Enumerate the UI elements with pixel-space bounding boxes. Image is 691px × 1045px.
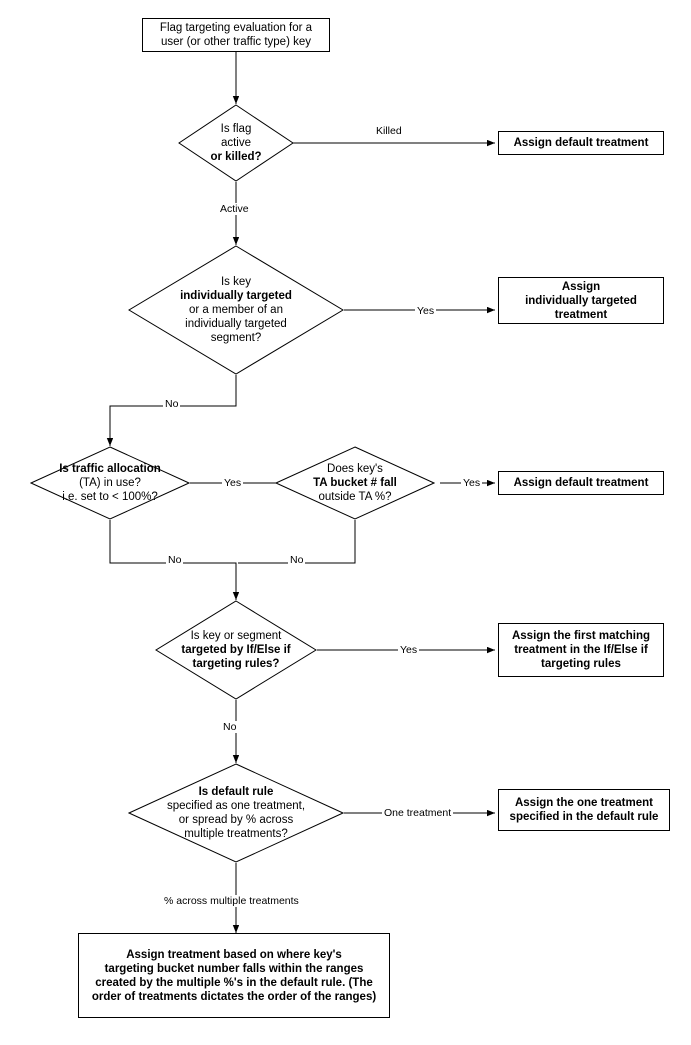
node-is-traffic-allocation-in-use-label: Is traffic allocation (TA) in use? i.e. set to < 100%? — [59, 463, 161, 503]
node-assign-treatment-by-ranges — [78, 933, 390, 1018]
node-assign-default-treatment-killed — [498, 131, 664, 155]
edge-label-one-treatment: One treatment — [384, 807, 452, 819]
node-does-ta-bucket-fall-outside-label: Does key's TA bucket # fall outside TA %? — [313, 463, 397, 503]
edge-label-no-traffic: No — [168, 554, 182, 566]
node-assign-individually-targeted-treatment — [498, 277, 664, 324]
edge-label-killed: Killed — [376, 125, 402, 137]
edge-label-yes-bucket: Yes — [463, 477, 481, 489]
node-assign-treatment-by-ranges-label: Assign treatment based on where key's targeting bucket number falls within the ranges created by the multiple %'s in the default rule. (The order of treatments dictates the order of the ranges) — [91, 948, 377, 1003]
node-assign-default-treatment-killed-label: Assign default treatment — [513, 137, 649, 149]
node-is-traffic-allocation-in-use — [30, 446, 190, 520]
edge-label-no-bucket: No — [290, 554, 304, 566]
node-is-key-targeted-by-ifelse-label: Is key or segment targeted by If/Else if targeting rules? — [181, 630, 291, 670]
edge-label-active: Active — [220, 203, 249, 215]
node-is-flag-active — [178, 104, 294, 182]
node-assign-first-matching-treatment — [498, 623, 664, 677]
node-is-key-individually-targeted — [128, 245, 344, 375]
edge-label-yes-traffic: Yes — [224, 477, 242, 489]
node-assign-one-treatment-label: Assign the one treatment specified in the default rule — [509, 797, 659, 823]
node-is-flag-active-label: Is flag active or killed? — [210, 123, 262, 163]
edge-label-no-ifelse: No — [223, 721, 237, 733]
node-assign-default-treatment-ta-label: Assign default treatment — [513, 477, 649, 489]
edge-label-yes-ifelse: Yes — [400, 644, 418, 656]
edge-label-no-individual: No — [165, 398, 179, 410]
node-assign-first-matching-treatment-label: Assign the first matching treatment in the If/Else if targeting rules — [511, 630, 651, 670]
node-assign-default-treatment-ta — [498, 471, 664, 495]
edge-label-yes-individual: Yes — [417, 305, 435, 317]
node-is-default-rule-spec — [128, 763, 344, 863]
node-assign-individually-targeted-treatment-label: Assign individually targeted treatment — [525, 280, 637, 321]
edge-label-percent-across: % across multiple treatments — [164, 895, 299, 907]
node-assign-one-treatment — [498, 789, 670, 831]
node-does-ta-bucket-fall-outside — [275, 446, 435, 520]
node-start-label: Flag targeting evaluation for a user (or other traffic type) key — [159, 22, 313, 48]
node-is-default-rule-spec-label: Is default rule specified as one treatment, or spread by % across multiple treatments? — [166, 786, 306, 840]
node-is-key-targeted-by-ifelse — [155, 600, 317, 700]
node-is-key-individually-targeted-label: Is key individually targeted or a member of an individually targeted segment? — [180, 276, 292, 344]
node-start — [142, 18, 330, 52]
